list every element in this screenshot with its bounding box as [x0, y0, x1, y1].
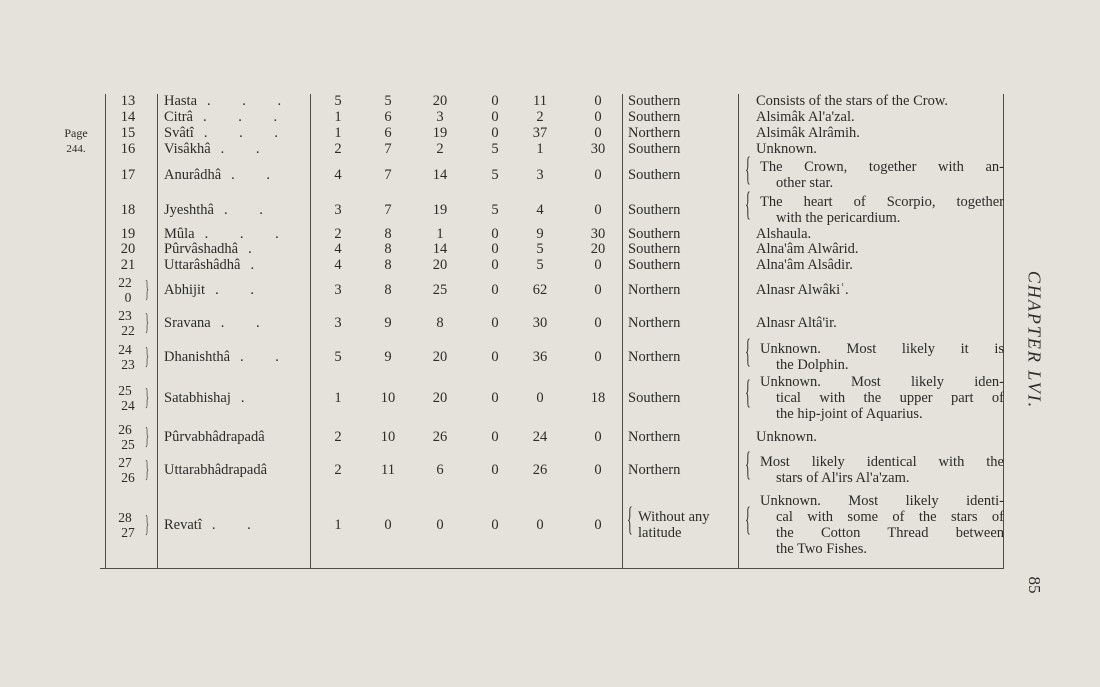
- table-row: [0, 421, 1100, 453]
- value-cell: 0: [491, 315, 499, 331]
- value-cell: 30: [532, 315, 548, 331]
- table-row: [0, 185, 1100, 226]
- value-cell: 14: [432, 241, 448, 257]
- value-cell: 18: [590, 390, 606, 406]
- remarks: [756, 157, 1004, 193]
- remarks: Alsimâk Al'a'zal.: [756, 109, 855, 125]
- station-index: 17: [120, 167, 136, 183]
- remarks: Alnasr Alwâkiʿ.: [756, 282, 849, 298]
- value-cell: 0: [594, 125, 602, 141]
- station-index-pair: [118, 308, 135, 338]
- value-cell: 2: [334, 225, 342, 242]
- table-row: [0, 333, 1100, 375]
- station-name: [164, 257, 314, 273]
- station-index-pair: [118, 342, 135, 372]
- index-brace: }: [145, 385, 150, 411]
- value-cell: 5: [384, 93, 392, 109]
- table-row: [0, 375, 1100, 421]
- station-index: [108, 339, 148, 375]
- station-index-modern: 26: [118, 422, 132, 437]
- margin-page-ref: 244.: [66, 143, 86, 155]
- station-index-pair: [118, 510, 135, 540]
- latitude-direction: Southern: [628, 109, 681, 125]
- remarks-line: The Crown, together with an-: [760, 159, 1004, 175]
- value-cell: 0: [491, 225, 499, 242]
- value-cell: 0: [491, 462, 499, 478]
- station-name: [164, 193, 314, 226]
- station-index: 13: [120, 93, 136, 109]
- station-name: [164, 125, 314, 141]
- remarks-line: Most likely identical with the: [760, 454, 1004, 470]
- station-name: [164, 93, 314, 109]
- station-name-text: Hasta: [164, 93, 198, 109]
- latitude-direction: Southern: [628, 225, 681, 242]
- latitude-direction: Southern: [628, 241, 681, 257]
- value-cell: 1: [436, 225, 444, 242]
- value-cell: 0: [491, 517, 499, 533]
- value-cell: 1: [334, 125, 342, 141]
- remarks-line: with the pericardium.: [776, 209, 901, 226]
- leader-dots: . .: [240, 349, 293, 365]
- value-cell: 5: [334, 93, 342, 109]
- index-brace: }: [145, 344, 150, 370]
- station-name: [164, 109, 314, 125]
- station-index: 16: [120, 141, 136, 157]
- value-cell: 0: [491, 125, 499, 141]
- value-cell: 3: [334, 201, 342, 218]
- value-cell: 24: [532, 429, 548, 445]
- index-brace: }: [145, 310, 150, 336]
- value-cell: 0: [594, 109, 602, 125]
- value-cell: 0: [594, 93, 602, 109]
- station-index: 19: [120, 225, 136, 242]
- station-name-text: Uttarabhâdrapadâ: [164, 462, 268, 478]
- station-index: 20: [120, 241, 136, 257]
- remarks: Consists of the stars of the Crow.: [756, 93, 948, 109]
- latitude-direction: Southern: [628, 167, 681, 183]
- table-row: [0, 257, 1100, 273]
- remarks-lines: [760, 339, 1004, 375]
- value-cell: 0: [491, 429, 499, 445]
- value-cell: 8: [384, 241, 392, 257]
- index-brace: }: [145, 424, 150, 450]
- leader-dots: . . .: [203, 125, 292, 141]
- latitude-direction: Northern: [628, 282, 681, 298]
- remarks: Alsimâk Alrâmih.: [756, 125, 860, 141]
- value-cell: 1: [334, 390, 342, 406]
- station-index-modern: 27: [118, 455, 132, 470]
- remarks-brace: {: [745, 446, 751, 483]
- value-cell: 26: [432, 429, 448, 445]
- latitude-direction: Southern: [628, 93, 681, 109]
- station-index-alt: 23: [121, 357, 135, 372]
- station-name: [164, 241, 314, 257]
- station-index-modern: 22: [118, 275, 132, 290]
- station-name-text: Svâtî: [164, 125, 194, 141]
- station-index: 15: [120, 125, 136, 141]
- remarks-line: the Dolphin.: [776, 357, 849, 373]
- value-cell: 3: [334, 315, 342, 331]
- station-name-text: Revatî: [164, 517, 202, 533]
- table-row: [0, 93, 1100, 109]
- remarks-line: the Two Fishes.: [776, 541, 867, 557]
- value-cell: 6: [436, 462, 444, 478]
- value-cell: 5: [536, 241, 544, 257]
- value-cell: 0: [491, 241, 499, 257]
- table-row: [0, 446, 1100, 487]
- leader-dots: . .: [231, 167, 285, 183]
- value-cell: 0: [536, 390, 544, 406]
- value-cell: 3: [436, 109, 444, 125]
- value-cell: 0: [384, 517, 392, 533]
- station-name-text: Uttarâshâdhâ: [164, 257, 241, 273]
- remarks-line: cal with some of the stars of: [776, 509, 1004, 525]
- station-name: [164, 339, 314, 375]
- remarks-line: Unknown. Most likely it is: [760, 341, 1004, 357]
- table-row: [0, 109, 1100, 125]
- value-cell: 2: [334, 429, 342, 445]
- value-cell: 0: [594, 349, 602, 365]
- leader-dots: . . .: [203, 109, 292, 125]
- value-cell: 25: [432, 282, 448, 298]
- margin-page-label: Page: [64, 126, 88, 140]
- station-name: [164, 157, 314, 193]
- remarks-lines: [760, 375, 1004, 421]
- value-cell: 9: [384, 315, 392, 331]
- value-cell: 10: [380, 429, 396, 445]
- station-name-text: Visâkhâ: [164, 141, 211, 157]
- station-name: [164, 307, 314, 339]
- station-name: [164, 375, 314, 421]
- value-cell: 0: [491, 93, 499, 109]
- table-row: [0, 241, 1100, 257]
- station-name-text: Sravana: [164, 315, 211, 331]
- station-name: [164, 453, 314, 487]
- station-name-text: Citrâ: [164, 109, 193, 125]
- remarks: [756, 193, 1004, 226]
- station-index-alt: 25: [121, 437, 135, 452]
- value-cell: 8: [384, 225, 392, 242]
- remarks-line: the hip-joint of Aquarius.: [776, 406, 923, 422]
- value-cell: 1: [334, 109, 342, 125]
- value-cell: 2: [536, 109, 544, 125]
- station-name: [164, 273, 314, 307]
- value-cell: 11: [533, 93, 547, 109]
- remarks-line: tical with the upper part of: [776, 390, 1004, 406]
- value-cell: 4: [334, 241, 342, 257]
- station-name: [164, 141, 314, 157]
- station-index: [108, 375, 148, 421]
- value-cell: 7: [384, 167, 392, 183]
- station-name-text: Anurâdhâ: [164, 167, 222, 183]
- table-row: [0, 151, 1100, 193]
- value-cell: 2: [334, 462, 342, 478]
- index-brace: }: [145, 457, 150, 483]
- remarks-lines: [760, 487, 1004, 563]
- value-cell: 0: [594, 167, 602, 183]
- station-index-pair: [118, 383, 135, 413]
- value-cell: 0: [594, 517, 602, 533]
- remarks-lines: [760, 453, 1004, 487]
- value-cell: 19: [432, 125, 448, 141]
- value-cell: 0: [594, 257, 602, 273]
- value-cell: 0: [536, 517, 544, 533]
- latitude-direction: Northern: [628, 315, 681, 331]
- station-name-text: Pûrvabhâdrapadâ: [164, 429, 265, 445]
- remarks: Unknown.: [756, 429, 817, 445]
- value-cell: 0: [594, 429, 602, 445]
- leader-dots: .: [248, 241, 266, 257]
- value-cell: 37: [532, 125, 548, 141]
- remarks-lines: [760, 193, 1004, 226]
- value-cell: 0: [594, 201, 602, 218]
- value-cell: 2: [334, 141, 342, 157]
- value-cell: 1: [536, 141, 544, 157]
- remarks: Alshaula.: [756, 225, 812, 242]
- value-cell: 3: [536, 167, 544, 183]
- value-cell: 62: [532, 282, 548, 298]
- station-index: [108, 273, 148, 307]
- remarks: [756, 339, 1004, 375]
- leader-dots: . .: [215, 282, 268, 298]
- value-cell: 0: [491, 257, 499, 273]
- latitude-direction: Southern: [628, 201, 681, 218]
- station-index-alt: 0: [124, 290, 132, 305]
- station-name-text: Mûla: [164, 225, 195, 242]
- station-index: [108, 453, 148, 487]
- station-name-text: Dhanishthâ: [164, 349, 231, 365]
- remarks: [756, 453, 1004, 487]
- table-bottom-rule: [100, 568, 1004, 569]
- latitude-direction: Without any latitude: [638, 509, 710, 541]
- remarks-line: other star.: [776, 175, 834, 191]
- value-cell: 20: [432, 390, 448, 406]
- value-cell: 5: [491, 167, 499, 183]
- value-cell: 0: [491, 390, 499, 406]
- value-cell: 0: [491, 349, 499, 365]
- station-index: 21: [120, 257, 136, 273]
- station-index-pair: [118, 422, 135, 452]
- leader-dots: .: [250, 257, 269, 273]
- value-cell: 4: [334, 167, 342, 183]
- value-cell: 20: [432, 93, 448, 109]
- remarks: Alna'âm Alsâdir.: [756, 257, 853, 273]
- remarks: [756, 375, 1004, 421]
- value-cell: 8: [436, 315, 444, 331]
- station-index: 18: [120, 201, 136, 218]
- index-brace: }: [145, 512, 150, 538]
- leader-dots: .: [240, 390, 259, 406]
- value-cell: 7: [384, 201, 392, 218]
- station-name-text: Jyeshthâ: [164, 201, 214, 218]
- page-number: 85: [1025, 576, 1044, 594]
- remarks-line: Unknown. Most likely iden-: [760, 374, 1004, 390]
- value-cell: 0: [436, 517, 444, 533]
- value-cell: 0: [491, 109, 499, 125]
- running-head: CHAPTER LVI.: [1024, 270, 1045, 410]
- value-cell: 5: [536, 257, 544, 273]
- value-cell: 9: [536, 225, 544, 242]
- value-cell: 8: [384, 257, 392, 273]
- value-cell: 30: [590, 225, 606, 242]
- remarks-line: stars of Al'irs Al'a'zam.: [776, 470, 910, 486]
- table-row: [0, 273, 1100, 307]
- station-name: [164, 226, 314, 241]
- leader-dots: . .: [220, 141, 274, 157]
- table-row: [0, 487, 1100, 563]
- remarks-line: the Cotton Thread between: [776, 525, 1004, 541]
- remarks-brace: {: [745, 374, 751, 411]
- value-cell: 4: [536, 201, 544, 218]
- remarks-brace: {: [745, 501, 751, 538]
- value-cell: 0: [491, 282, 499, 298]
- value-cell: 0: [594, 462, 602, 478]
- value-cell: 26: [532, 462, 548, 478]
- value-cell: 6: [384, 125, 392, 141]
- station-index-modern: 23: [118, 308, 132, 323]
- value-cell: 0: [594, 315, 602, 331]
- station-index-alt: 24: [121, 398, 135, 413]
- station-name-text: Pûrvâshadhâ: [164, 241, 239, 257]
- latitude-direction: Southern: [628, 257, 681, 273]
- value-cell: 2: [436, 141, 444, 157]
- station-name: [164, 487, 314, 563]
- leader-dots: . .: [223, 201, 277, 218]
- station-index: [108, 421, 148, 453]
- remarks: Alna'âm Alwârid.: [756, 241, 859, 257]
- table-row: [0, 226, 1100, 241]
- value-cell: 19: [432, 201, 448, 218]
- remarks-brace: {: [745, 333, 751, 370]
- value-cell: 5: [491, 201, 499, 218]
- value-cell: 1: [334, 517, 342, 533]
- station-name-text: Abhijit: [164, 282, 206, 298]
- remarks-brace: {: [745, 185, 751, 223]
- value-cell: 3: [334, 282, 342, 298]
- table-row: [0, 141, 1100, 157]
- latitude-direction: Southern: [628, 141, 681, 157]
- latitude-direction: Northern: [628, 429, 681, 445]
- station-index-modern: 25: [118, 383, 132, 398]
- value-cell: 8: [384, 282, 392, 298]
- leader-dots: . .: [220, 315, 274, 331]
- value-cell: 11: [381, 462, 395, 478]
- value-cell: 9: [384, 349, 392, 365]
- station-name: [164, 421, 314, 453]
- latitude-direction: Southern: [628, 390, 681, 406]
- station-index-alt: 26: [121, 470, 135, 485]
- value-cell: 0: [594, 282, 602, 298]
- table-row: [0, 125, 1100, 141]
- value-cell: 7: [384, 141, 392, 157]
- value-cell: 20: [590, 241, 606, 257]
- latitude-direction: Northern: [628, 462, 681, 478]
- value-cell: 30: [590, 141, 606, 157]
- table-row: [0, 307, 1100, 339]
- station-index-modern: 24: [118, 342, 132, 357]
- value-cell: 20: [432, 257, 448, 273]
- remarks: [756, 487, 1004, 563]
- station-index: 14: [120, 109, 136, 125]
- station-name-text: Satabhishaj: [164, 390, 231, 406]
- value-cell: 14: [432, 167, 448, 183]
- index-brace: }: [145, 277, 150, 303]
- station-index-modern: 28: [118, 510, 132, 525]
- remarks-lines: [760, 157, 1004, 193]
- station-index-pair: [118, 455, 135, 485]
- remarks-line: Unknown. Most likely identi-: [760, 493, 1004, 509]
- leader-dots: . .: [211, 517, 265, 533]
- value-cell: 5: [334, 349, 342, 365]
- remarks-brace: {: [745, 151, 751, 188]
- value-cell: 36: [532, 349, 548, 365]
- station-index-alt: 22: [121, 323, 135, 338]
- leader-dots: . . .: [204, 225, 293, 242]
- latitude-direction: Northern: [628, 349, 681, 365]
- station-index-pair: [118, 275, 132, 305]
- value-cell: 10: [380, 390, 396, 406]
- station-index: [108, 307, 148, 339]
- value-cell: 20: [432, 349, 448, 365]
- latitude-brace: {: [627, 501, 633, 538]
- remarks: Unknown.: [756, 141, 817, 157]
- remarks-line: The heart of Scorpio, together: [760, 193, 1004, 210]
- station-index: [108, 487, 148, 563]
- value-cell: 4: [334, 257, 342, 273]
- value-cell: 5: [491, 141, 499, 157]
- station-index-alt: 27: [121, 525, 135, 540]
- leader-dots: . . .: [207, 93, 296, 109]
- latitude-direction: Northern: [628, 125, 681, 141]
- value-cell: 6: [384, 109, 392, 125]
- remarks: Alnasr Altâ'ir.: [756, 315, 837, 331]
